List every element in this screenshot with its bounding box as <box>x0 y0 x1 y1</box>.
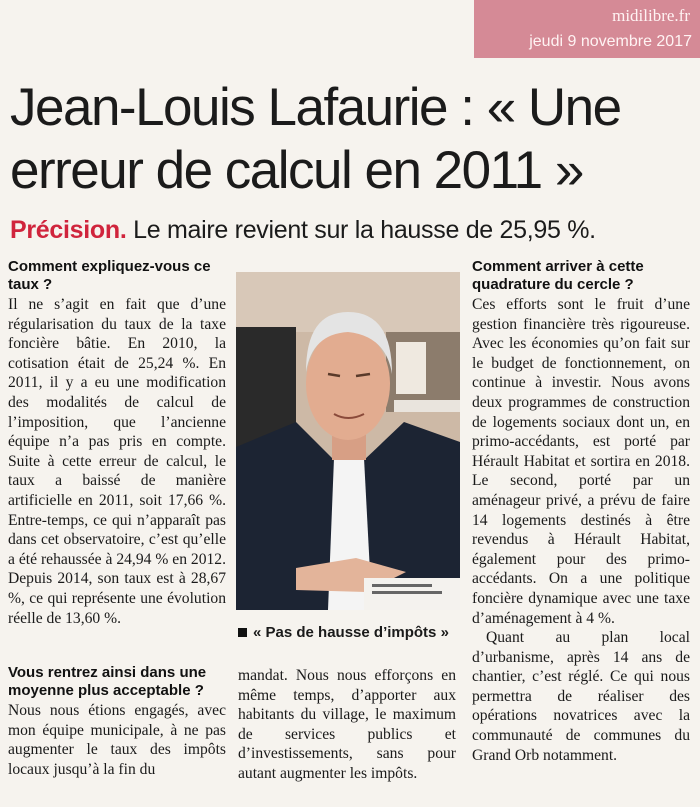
question-2: Vous rentrez ainsi dans une moyenne plus acceptable ? <box>8 664 207 699</box>
masthead <box>474 0 700 58</box>
caption-bullet <box>238 628 247 637</box>
answer-3: Ces efforts sont le fruit d’une gestion financière très rigoureuse. Avec les économies qu’on fait sur le budget de fonctionnement, on continue à investir. Nous avons deux programmes de construction de logements sociaux dont un, en primo-accédants, est porté par Hérault Habitat et sortira en 2018. Le second, porté par un aménageur privé, a prévu de faire 14 logements destinés à être revendus à Hérault Habitat, également pour des primo-accédants. On a une politique foncière dynamique avec une taxe d’aménagement à 4 %. <box>472 296 690 627</box>
kicker-text: Le maire revient sur la hausse de 25,95 %. <box>133 216 596 244</box>
site-name: midilibre.fr <box>612 6 690 25</box>
mayor-photo <box>236 272 460 610</box>
answer-3-continued: Quant au plan local d’urbanisme, après 14 ans de chantier, c’est réglé. Ce qui nous permettra de réaliser des opérations novatrices avec la communauté de communes du Grand Orb notamment. <box>472 629 690 764</box>
answer-1: Il ne s’agit en fait que d’une régularisation du taux de la taxe foncière bâtie. En 2010, la cotisation était de 25,24 %. En 2011, il y a eu une modification des modalités de calcul de l’imposition, que l’ancienne équipe n’a pas pris en compte. Suite à cette erreur de calcul, le taux a baissé de manière artificielle en 2011, soit 17,66 %. Entre-temps, ce qui n’apparaît pas dans cet observatoire, c’est qu’elle a été rehaussée à 24,94 % en 2012. Depuis 2014, son taux est à 28,67 %, ce qui représente une évolution réelle de 13,60 %. <box>8 296 226 627</box>
kicker <box>10 216 596 245</box>
interview-section-1 <box>8 258 226 628</box>
mayor-portrait-image <box>236 272 460 610</box>
answer-2-part-1: Nous nous étions engagés, avec mon équipe municipale, à ne pas augmenter le taux des impôts locaux jusqu’à la fin du <box>8 702 226 778</box>
question-1: Comment expliquez-vous ce taux ? <box>8 258 211 293</box>
question-3: Comment arriver à cette quadrature du cercle ? <box>472 258 644 293</box>
caption-text: « Pas de hausse d’impôts » <box>253 624 449 641</box>
headline: Jean-Louis Lafaurie : « Une erreur de calcul en 2011 » <box>10 78 621 200</box>
answer-2-part-2: mandat. Nous nous efforçons en même temps, d’apporter aux habitants du village, le maximum de services publics et d’investissements, sans pour autant augmenter les impôts. <box>238 667 456 782</box>
interview-section-2-continued <box>238 666 456 784</box>
interview-section-2 <box>8 664 226 779</box>
kicker-label: Précision. <box>10 216 127 244</box>
photo-caption <box>238 624 462 641</box>
interview-section-3 <box>472 258 690 765</box>
publication-date: jeudi 9 novembre 2017 <box>529 33 692 50</box>
